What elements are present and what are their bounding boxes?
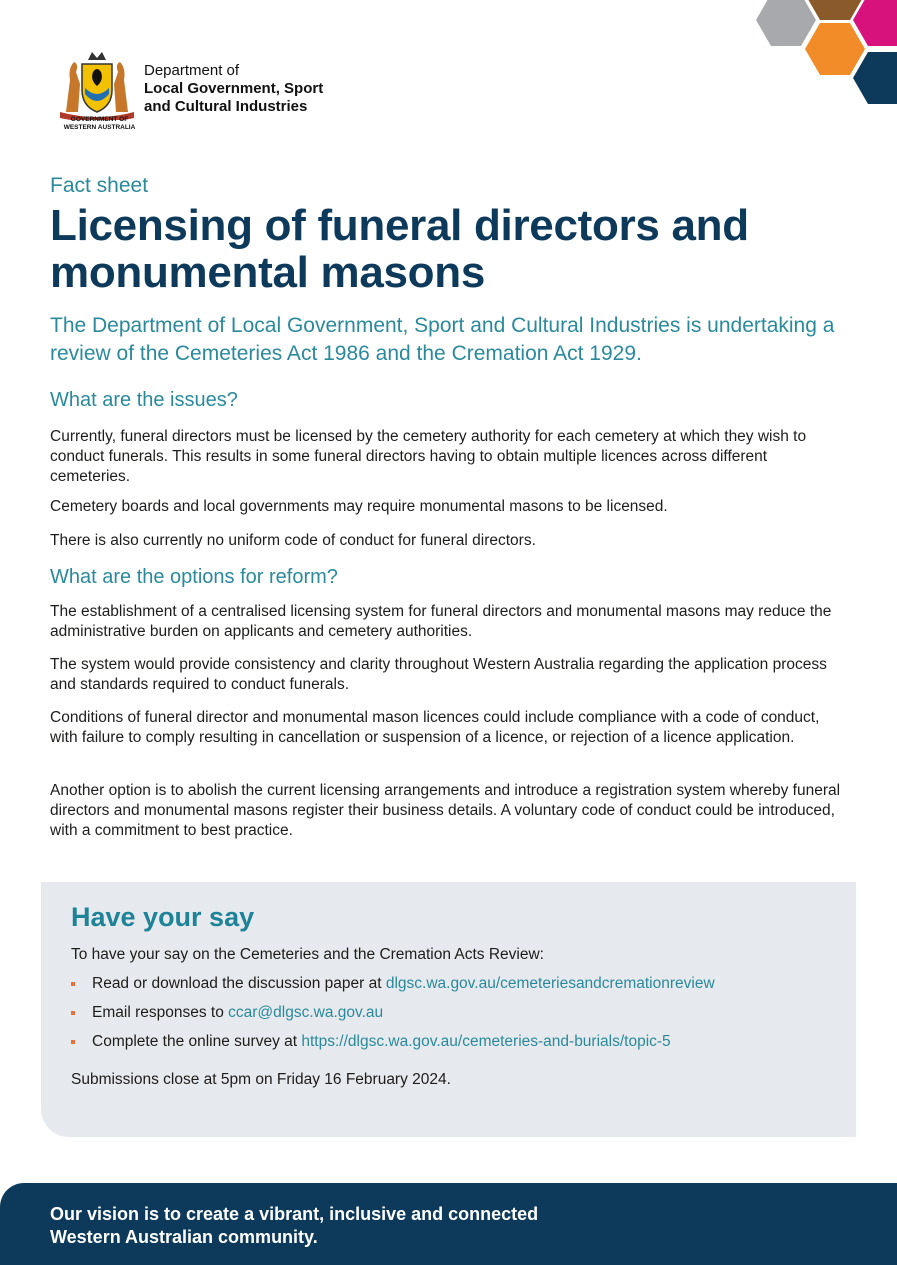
hex-magenta xyxy=(853,0,897,46)
hex-orange xyxy=(805,23,865,75)
email-link[interactable]: ccar@dlgsc.wa.gov.au xyxy=(228,1004,384,1021)
list-item: Email responses to ccar@dlgsc.wa.gov.au xyxy=(71,1003,715,1032)
page-title: Licensing of funeral directors and monumental masons xyxy=(50,201,749,297)
fact-sheet-label: Fact sheet xyxy=(50,174,149,197)
reform-paragraph-4: Another option is to abolish the current licensing arrangements and introduce a registration system whereby funeral directors and monumental masons register their business details. A voluntary code of conduct could be introduced, with a commitment to best practice. xyxy=(50,782,841,839)
online-survey-link[interactable]: https://dlgsc.wa.gov.au/cemeteries-and-burials/topic-5 xyxy=(301,1033,671,1050)
list-item: Complete the online survey at https://dlgsc.wa.gov.au/cemeteries-and-burials/topic-5 xyxy=(71,1032,715,1061)
section-heading-issues: What are the issues? xyxy=(50,389,238,411)
government-logo xyxy=(52,50,352,140)
list-item: Read or download the discussion paper at dlgsc.wa.gov.au/cemeteriesandcremationreview xyxy=(71,974,715,1003)
vision-statement: Our vision is to create a vibrant, inclusive and connected Western Australian community. xyxy=(50,1204,539,1247)
reform-paragraph-2: The system would provide consistency and clarity throughout Western Australia regarding the application process and standards required to conduct funerals. xyxy=(50,656,827,693)
hex-grey xyxy=(756,0,816,46)
reform-paragraph-3: Conditions of funeral director and monumental mason licences could include compliance with a code of conduct, with failure to comply resulting in cancellation or suspension of a licence, or rejection of a licence application. xyxy=(50,709,820,746)
reform-paragraph-1: The establishment of a centralised licensing system for funeral directors and monumental masons may reduce the administrative burden on applicants and cemetery authorities. xyxy=(50,603,832,640)
intro-paragraph: The Department of Local Government, Sport and Cultural Industries is undertaking a review of the Cemeteries Act 1986 and the Cremation Act 1929. xyxy=(50,314,835,365)
bullet-icon xyxy=(71,982,75,986)
issues-paragraph-1: Currently, funeral directors must be licensed by the cemetery authority for each cemetery at which they wish to conduct funerals. This results in some funeral directors having to obtain multiple licences across different cemeteries. xyxy=(50,428,807,485)
discussion-paper-link[interactable]: dlgsc.wa.gov.au/cemeteriesandcremationreview xyxy=(385,975,715,992)
department-name: Department of Local Government, Sport and Cultural Industries xyxy=(144,62,324,115)
issues-paragraph-2: Cemetery boards and local governments may require monumental masons to be licensed. xyxy=(50,498,668,515)
bullet-icon xyxy=(71,1011,75,1015)
vision-footer xyxy=(0,1183,897,1265)
bullet-icon xyxy=(71,1040,75,1044)
submission-deadline: Submissions close at 5pm on Friday 16 February 2024. xyxy=(71,1071,451,1088)
issues-paragraph-3: There is also currently no uniform code of conduct for funeral directors. xyxy=(50,532,536,549)
have-your-say-intro: To have your say on the Cemeteries and the Cremation Acts Review: xyxy=(71,946,544,963)
have-your-say-list xyxy=(71,974,715,1061)
government-label: GOVERNMENT OF WESTERN AUSTRALIA xyxy=(63,116,136,131)
wa-coat-of-arms-icon xyxy=(52,50,142,120)
hexagon-decoration xyxy=(747,0,897,110)
section-heading-reform: What are the options for reform? xyxy=(50,566,338,588)
have-your-say-panel xyxy=(41,882,856,1137)
hex-navy xyxy=(853,52,897,104)
have-your-say-heading: Have your say xyxy=(71,902,255,932)
